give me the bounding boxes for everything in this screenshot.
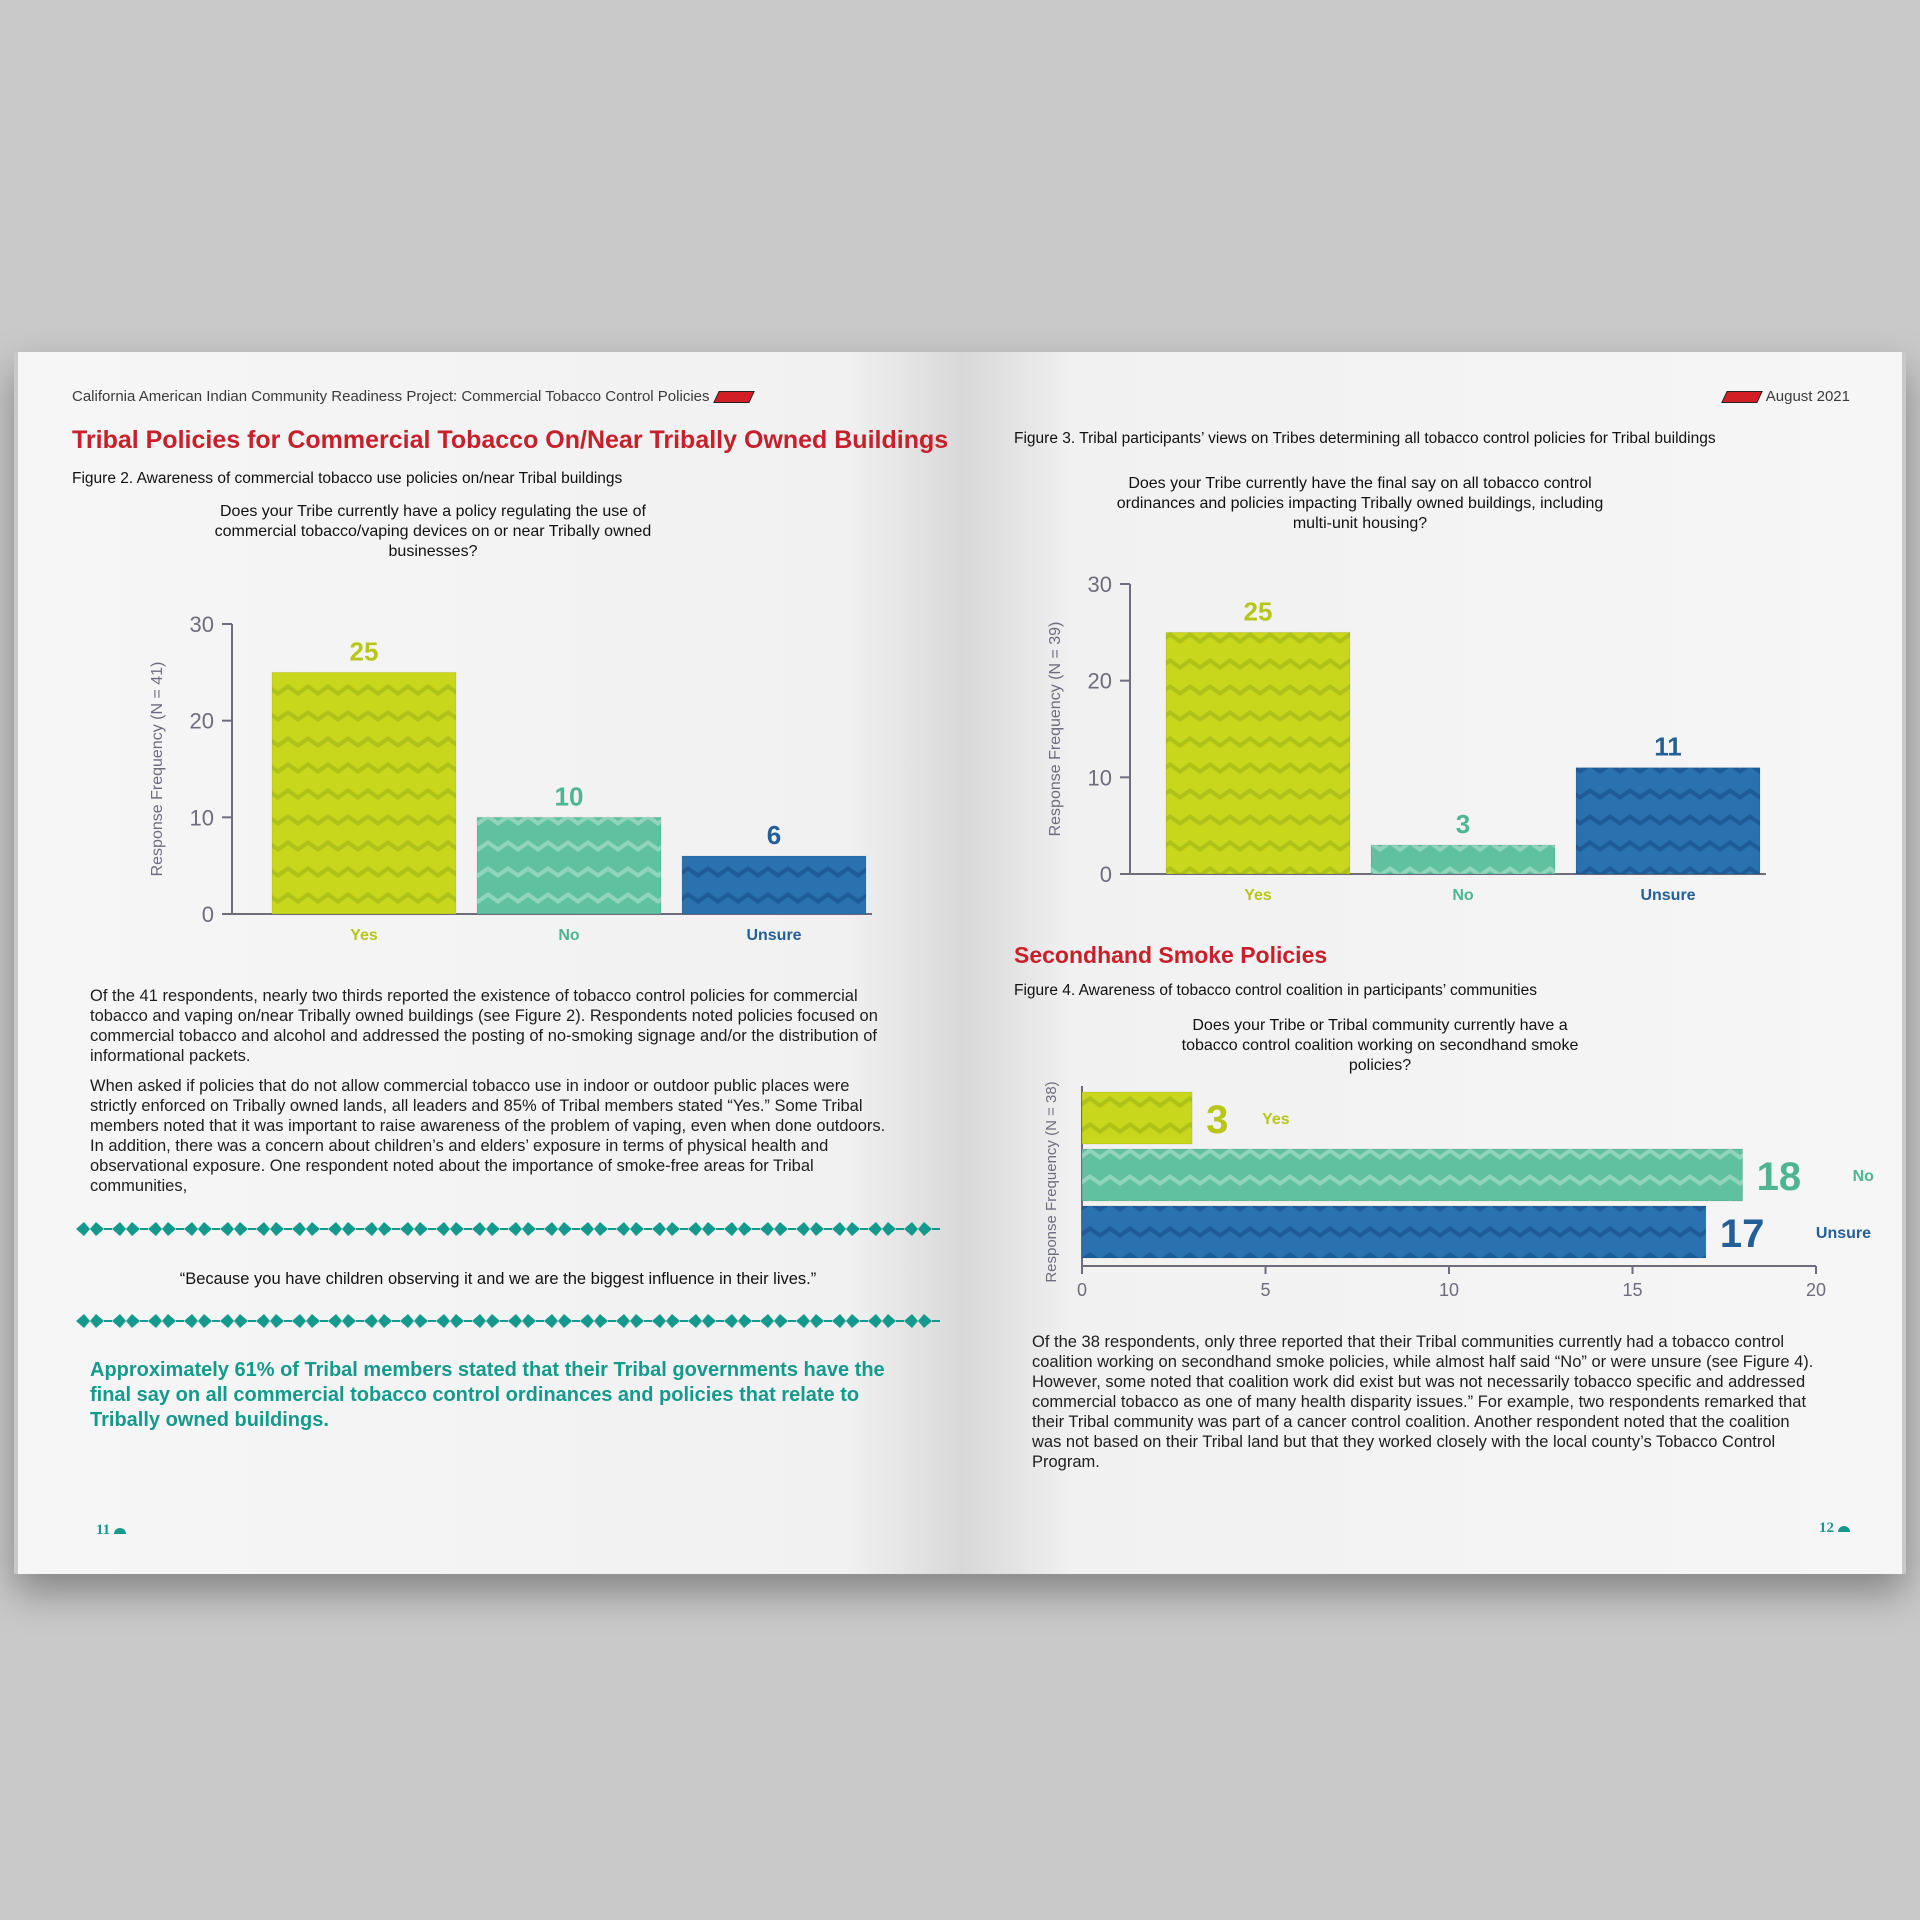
callout-statement: Approximately 61% of Tribal members stated that their Tribal governments have the final say on all commercial tobacco control ordinances and policies that relate to Tribally owned buildings. bbox=[90, 1359, 885, 1431]
bar-unsure bbox=[1576, 768, 1760, 874]
border-motif bbox=[688, 1314, 716, 1328]
section-title-secondhand-smoke: Secondhand Smoke Policies bbox=[1014, 942, 1328, 968]
border-motif bbox=[220, 1222, 248, 1236]
x-tick-label-20: 20 bbox=[1805, 1280, 1827, 1300]
data-label-no: 3 bbox=[1455, 809, 1471, 839]
border-motif bbox=[364, 1222, 392, 1236]
y-tick-label-10: 10 bbox=[189, 805, 214, 831]
bar-no bbox=[1371, 845, 1555, 874]
border-motif bbox=[868, 1314, 896, 1328]
bar-unsure bbox=[1082, 1206, 1706, 1258]
page-number-text: 11 bbox=[96, 1522, 111, 1538]
border-motif bbox=[508, 1222, 536, 1236]
y-tick-label-0: 0 bbox=[201, 902, 214, 927]
border-motif bbox=[184, 1222, 212, 1236]
border-motif bbox=[760, 1314, 788, 1328]
left-running-header-text: California American Indian Community Readiness Project: Commercial Tobacco Control Policies bbox=[72, 388, 710, 405]
left-page bbox=[18, 352, 960, 1574]
category-label-unsure: Unsure bbox=[746, 927, 802, 944]
left-running-header bbox=[72, 388, 758, 405]
data-label-yes: 3 bbox=[1206, 1098, 1229, 1142]
border-motif bbox=[544, 1222, 572, 1236]
border-motif bbox=[688, 1222, 716, 1236]
y-axis-title: Response Frequency (N = 39) bbox=[1047, 621, 1064, 837]
border-motif bbox=[76, 1314, 104, 1328]
bar-no bbox=[1082, 1149, 1743, 1201]
data-label-unsure: 6 bbox=[766, 820, 782, 850]
figure2-chart bbox=[78, 548, 878, 944]
y-tick-label-10: 10 bbox=[1087, 765, 1112, 791]
border-motif bbox=[400, 1314, 428, 1328]
border-motif bbox=[868, 1222, 896, 1236]
section-title-tribal-policies: Tribal Policies for Commercial Tobacco On/Near Tribally Owned Buildings bbox=[72, 426, 949, 454]
border-motif bbox=[220, 1314, 248, 1328]
right-page bbox=[960, 352, 1902, 1574]
figure4-chart bbox=[1000, 1064, 1880, 1314]
border-motif bbox=[904, 1314, 932, 1328]
border-motif bbox=[76, 1222, 104, 1236]
border-motif bbox=[472, 1314, 500, 1328]
y-tick-label-0: 0 bbox=[1099, 862, 1112, 887]
y-tick-label-30: 30 bbox=[1087, 572, 1112, 597]
border-motif bbox=[508, 1314, 536, 1328]
border-motif bbox=[472, 1222, 500, 1236]
data-label-no: 18 bbox=[1756, 1155, 1802, 1199]
category-label-yes: Yes bbox=[1244, 887, 1272, 904]
border-motif bbox=[184, 1314, 212, 1328]
body-paragraph-coalition: Of the 38 respondents, only three reported that their Tribal communities currently had a tobacco control coalition working on secondhand smoke policies, while almost half said “No” or were unsure (see Figure 4). However, some noted that coalition work did exist but was not necessarily tobacco specific and addressed commercial tobacco as one of many health disparity issues.” For example, two respondents remarked that their Tribal community was part of a cancer control coalition. Another respondent noted that the coalition was not based on their Tribal land but that they worked closely with the local county’s Tobacco Control Program. bbox=[1032, 1333, 1814, 1471]
body-paragraph-1: Of the 41 respondents, nearly two thirds reported the existence of tobacco control policies for commercial tobacco and vaping on/near Tribally owned buildings (see Figure 2). Respondents noted policies focused on commercial tobacco and alcohol and addressed the posting of no-smoking signage and/or the distribution of informational packets. bbox=[90, 987, 878, 1065]
data-label-yes: 25 bbox=[1243, 596, 1273, 627]
data-label-yes: 25 bbox=[349, 636, 379, 667]
figure3-plot bbox=[1047, 572, 1766, 904]
x-tick-label-10: 10 bbox=[1438, 1280, 1460, 1300]
border-motif bbox=[256, 1314, 284, 1328]
category-label-yes: Yes bbox=[350, 927, 378, 944]
border-motif bbox=[832, 1314, 860, 1328]
data-label-unsure: 17 bbox=[1719, 1212, 1765, 1256]
right-running-header-text: August 2021 bbox=[1765, 388, 1850, 405]
bar-yes bbox=[1166, 632, 1350, 874]
figure4-plot bbox=[1043, 1081, 1874, 1300]
border-motif bbox=[652, 1222, 680, 1236]
y-axis-title: Response Frequency (N = 38) bbox=[1043, 1081, 1060, 1283]
bar-yes bbox=[1082, 1092, 1192, 1144]
page-number-11 bbox=[96, 1522, 126, 1539]
border-motif bbox=[328, 1222, 356, 1236]
page-number-12 bbox=[1819, 1520, 1850, 1537]
border-motif bbox=[760, 1222, 788, 1236]
x-tick-label-0: 0 bbox=[1076, 1280, 1088, 1300]
data-label-no: 10 bbox=[554, 781, 584, 812]
border-motif bbox=[904, 1222, 932, 1236]
category-label-unsure: Unsure bbox=[1640, 887, 1696, 904]
category-label-no: No bbox=[1852, 1168, 1874, 1185]
decorative-border-bottom bbox=[76, 1310, 922, 1332]
border-motif bbox=[832, 1222, 860, 1236]
border-motif bbox=[544, 1314, 572, 1328]
border-motif bbox=[112, 1314, 140, 1328]
y-tick-label-20: 20 bbox=[1087, 668, 1112, 694]
y-axis-title: Response Frequency (N = 41) bbox=[149, 661, 166, 877]
border-motif bbox=[292, 1222, 320, 1236]
category-label-no: No bbox=[558, 927, 580, 944]
right-running-header bbox=[1718, 388, 1850, 405]
border-motif bbox=[580, 1222, 608, 1236]
border-motif bbox=[400, 1222, 428, 1236]
figure3-chart bbox=[1020, 522, 1880, 904]
leaf-icon bbox=[114, 1528, 126, 1534]
figure3-caption: Figure 3. Tribal participants’ views on Tribes determining all tobacco control policies for Tribal buildings bbox=[1014, 430, 1716, 447]
border-motif bbox=[112, 1222, 140, 1236]
y-tick-label-30: 30 bbox=[189, 612, 214, 637]
figure3-question: Does your Tribe currently have the final say on all tobacco control ordinances and policies impacting Tribally owned buildings, including multi-unit housing? bbox=[1116, 475, 1604, 532]
border-motif bbox=[796, 1222, 824, 1236]
border-motif bbox=[364, 1314, 392, 1328]
border-motif bbox=[724, 1222, 752, 1236]
category-label-no: No bbox=[1452, 887, 1474, 904]
category-label-unsure: Unsure bbox=[1815, 1225, 1872, 1242]
bar-no bbox=[477, 817, 661, 914]
figure2-plot bbox=[149, 612, 872, 944]
figure4-question: Does your Tribe or Tribal community currently have a tobacco control coalition working on secondhand smoke policies? bbox=[1181, 1017, 1579, 1074]
y-tick-label-20: 20 bbox=[189, 708, 214, 734]
data-label-unsure: 11 bbox=[1654, 731, 1682, 762]
border-motif bbox=[328, 1314, 356, 1328]
border-motif bbox=[148, 1222, 176, 1236]
decorative-border-top bbox=[76, 1218, 922, 1240]
brand-logo-icon bbox=[1721, 391, 1763, 403]
brand-logo-icon bbox=[713, 391, 755, 403]
x-tick-label-5: 5 bbox=[1260, 1280, 1271, 1300]
x-tick-label-15: 15 bbox=[1622, 1280, 1643, 1300]
border-motif bbox=[616, 1222, 644, 1236]
border-motif bbox=[652, 1314, 680, 1328]
page-number-text: 12 bbox=[1819, 1520, 1834, 1536]
border-motif bbox=[292, 1314, 320, 1328]
figure2-question: Does your Tribe currently have a policy regulating the use of commercial tobacco/vaping devices on or near Tribally owned businesses? bbox=[214, 503, 652, 560]
border-motif bbox=[796, 1314, 824, 1328]
border-motif bbox=[148, 1314, 176, 1328]
leaf-icon bbox=[1838, 1526, 1850, 1532]
figure2-caption: Figure 2. Awareness of commercial tobacco use policies on/near Tribal buildings bbox=[72, 470, 623, 487]
border-motif bbox=[724, 1314, 752, 1328]
border-motif bbox=[256, 1222, 284, 1236]
border-motif bbox=[436, 1314, 464, 1328]
border-motif bbox=[616, 1314, 644, 1328]
bar-yes bbox=[272, 672, 456, 914]
body-paragraph-2: When asked if policies that do not allow commercial tobacco use in indoor or outdoor public places were strictly enforced on Tribally owned lands, all leaders and 85% of Tribal members stated “Yes.” Some Tribal members noted that it was important to raise awareness of the problem of vaping, even when done outdoors. In addition, there was a concern about children’s and elders’ exposure in terms of physical health and observational exposure. One respondent noted about the importance of smoke-free areas for Tribal communities, bbox=[90, 1077, 886, 1195]
pull-quote: “Because you have children observing it and we are the biggest influence in their lives.” bbox=[179, 1270, 817, 1288]
border-motif bbox=[436, 1222, 464, 1236]
bar-unsure bbox=[682, 856, 866, 914]
category-label-yes: Yes bbox=[1262, 1111, 1290, 1128]
figure4-caption: Figure 4. Awareness of tobacco control coalition in participants’ communities bbox=[1014, 982, 1537, 999]
border-motif bbox=[580, 1314, 608, 1328]
